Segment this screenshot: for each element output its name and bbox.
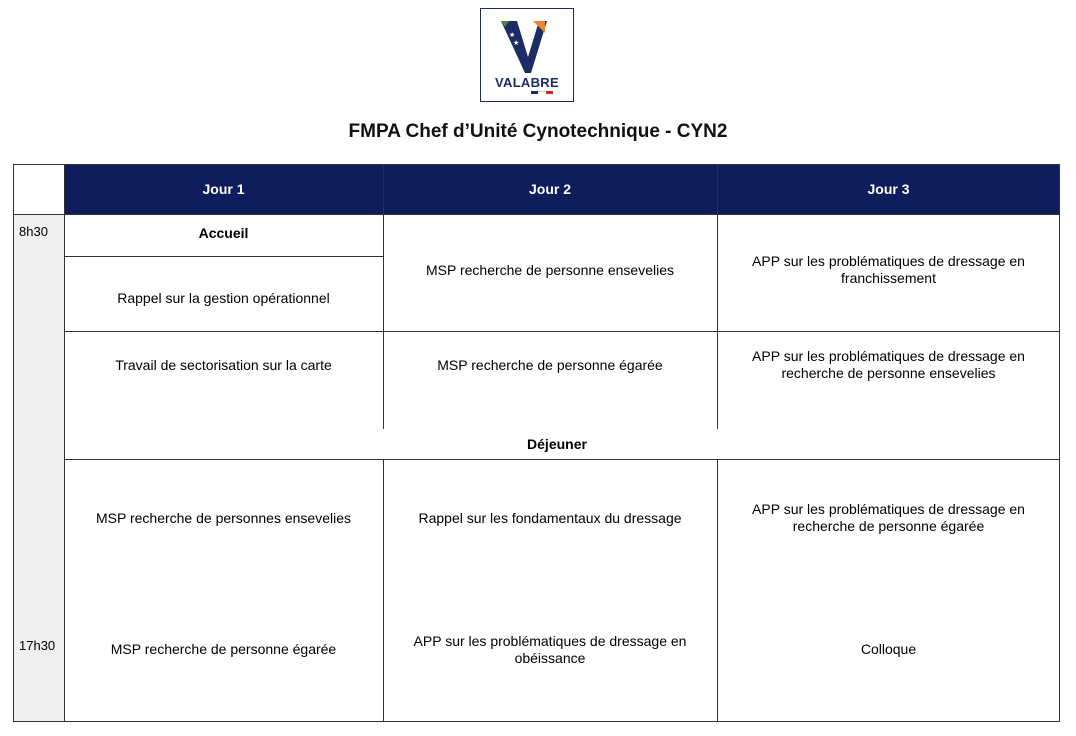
jour1-msp-ensevelies: MSP recherche de personnes ensevelies xyxy=(64,459,383,577)
svg-text:★: ★ xyxy=(509,32,516,39)
divider-j2-j3-bottom xyxy=(717,459,718,722)
jour2-app-obeissance: APP sur les problématiques de dressage en obéissance xyxy=(383,577,717,722)
header-jour-3: Jour 3 xyxy=(717,164,1060,214)
header-empty-cell xyxy=(13,164,64,214)
jour3-app-franchissement: APP sur les problématiques de dressage en franchissement xyxy=(717,214,1060,331)
jour2-rappel-fondamentaux: Rappel sur les fondamentaux du dressage xyxy=(383,459,717,577)
jour1-travail: Travail de sectorisation sur la carte xyxy=(64,331,383,429)
jour3-app-ensevelies: APP sur les problématiques de dressage en recherche de personne ensevelies xyxy=(717,331,1060,429)
time-end: 17h30 xyxy=(19,638,56,653)
dejeuner-row: Déjeuner xyxy=(527,435,587,452)
jour1-rappel: Rappel sur la gestion opérationnel xyxy=(64,256,383,331)
jour3-app-egaree: APP sur les problématiques de dressage en recherche de personne égarée xyxy=(717,459,1060,577)
jour1-accueil: Accueil xyxy=(64,214,383,256)
divider-dejeuner xyxy=(64,459,1060,460)
divider-header xyxy=(13,214,1060,215)
border-left xyxy=(13,164,14,722)
valabre-logo xyxy=(480,8,574,102)
schedule-table xyxy=(13,164,1060,722)
time-start: 8h30 xyxy=(19,224,48,239)
border-top xyxy=(13,164,1060,165)
divider-accueil xyxy=(64,256,383,257)
divider-j1-j2-bottom xyxy=(383,459,384,722)
page-title: FMPA Chef d’Unité Cynotechnique - CYN2 xyxy=(348,121,728,142)
header-jour-2: Jour 2 xyxy=(383,164,717,214)
border-bottom xyxy=(13,721,1060,722)
divider-morning xyxy=(64,331,1060,332)
jour3-colloque: Colloque xyxy=(717,577,1060,722)
divider-time xyxy=(64,164,65,722)
time-column xyxy=(13,214,64,722)
logo-flag-bar xyxy=(531,91,553,94)
jour2-msp-ensevelies: MSP recherche de personne ensevelies xyxy=(383,214,717,331)
svg-text:★: ★ xyxy=(513,40,520,47)
logo-text: VALABRE xyxy=(495,75,559,90)
divider-j2-j3-top xyxy=(717,164,718,429)
divider-time-top xyxy=(13,214,64,215)
header-jour-1: Jour 1 xyxy=(64,164,383,214)
jour1-msp-egaree: MSP recherche de personne égarée xyxy=(64,577,383,722)
valabre-v-icon xyxy=(495,17,561,77)
divider-j1-j2-top xyxy=(383,164,384,429)
jour2-msp-egaree: MSP recherche de personne égarée xyxy=(383,331,717,429)
border-right xyxy=(1059,164,1060,722)
